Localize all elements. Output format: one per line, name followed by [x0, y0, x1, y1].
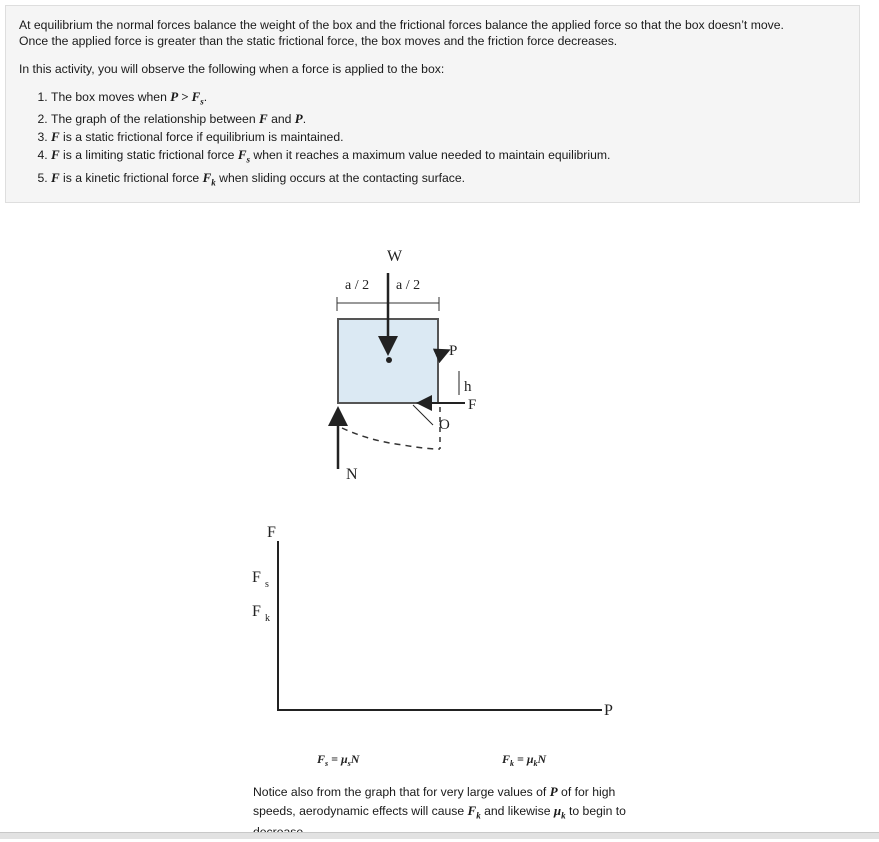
svg-text:Fk = μkN: $F_k = \mu_kN$ — [502, 752, 547, 768]
list-item: 2. The graph of the relationship between F and P. — [51, 110, 859, 128]
fk-label: F — [252, 603, 261, 620]
free-body-diagram — [325, 243, 475, 488]
list-item: 1. The box moves when $P > F_s$. — [51, 88, 859, 110]
list-item: 4. F is a limiting static frictional force $F_s$ when it reaches a maximum value needed to maintain equilibrium. — [51, 146, 859, 168]
intro-activity-text: In this activity, you will observe the following when a force is applied to the box: — [19, 62, 445, 76]
fk-label-sub: k — [265, 613, 270, 624]
intro-line-1: At equilibrium the normal forces balance the weight of the box and the frictional forces balance the applied force so that the box doesn’t move. — [19, 18, 784, 32]
origin-label: O — [439, 417, 450, 433]
applied-force-arrow — [438, 351, 447, 355]
intro-panel — [5, 5, 860, 203]
x-axis-label: P — [604, 702, 613, 719]
svg-text:Fs = μsN: $F_s = \mu_sN$ — [317, 752, 360, 768]
height-label: h — [464, 379, 472, 395]
aerodynamic-note: Notice also from the graph that for very large values of P of for high speeds, aerodynamic effects will cause $F_k$ and likewise $\mu_k$ to begin to — [253, 784, 626, 820]
friction-label: F — [468, 397, 477, 413]
fs-label-sub: s — [265, 579, 269, 590]
friction-graph — [240, 515, 640, 780]
pressure-distribution — [342, 428, 440, 449]
fs-label: F — [252, 569, 261, 586]
list-item: 3. F is a static frictional force if equilibrium is maintained. — [51, 128, 859, 146]
weight-label: W — [387, 248, 403, 265]
observation-list — [19, 88, 859, 191]
list-item: 5. F is a kinetic frictional force $F_k$ when sliding occurs at the contacting surface. — [51, 169, 859, 191]
intro-line-2: Once the applied force is greater than the static frictional force, the box moves and the friction force decreases. — [19, 34, 618, 48]
y-axis-label: F — [267, 524, 276, 541]
normal-label: N — [346, 466, 358, 483]
static-equation — [316, 752, 361, 768]
kinetic-equation — [501, 752, 548, 768]
bottom-scrollbar-track[interactable] — [0, 832, 879, 839]
half-a-left-label: a / 2 — [345, 278, 370, 293]
applied-label: P — [449, 343, 458, 359]
half-a-right-label: a / 2 — [396, 278, 421, 293]
